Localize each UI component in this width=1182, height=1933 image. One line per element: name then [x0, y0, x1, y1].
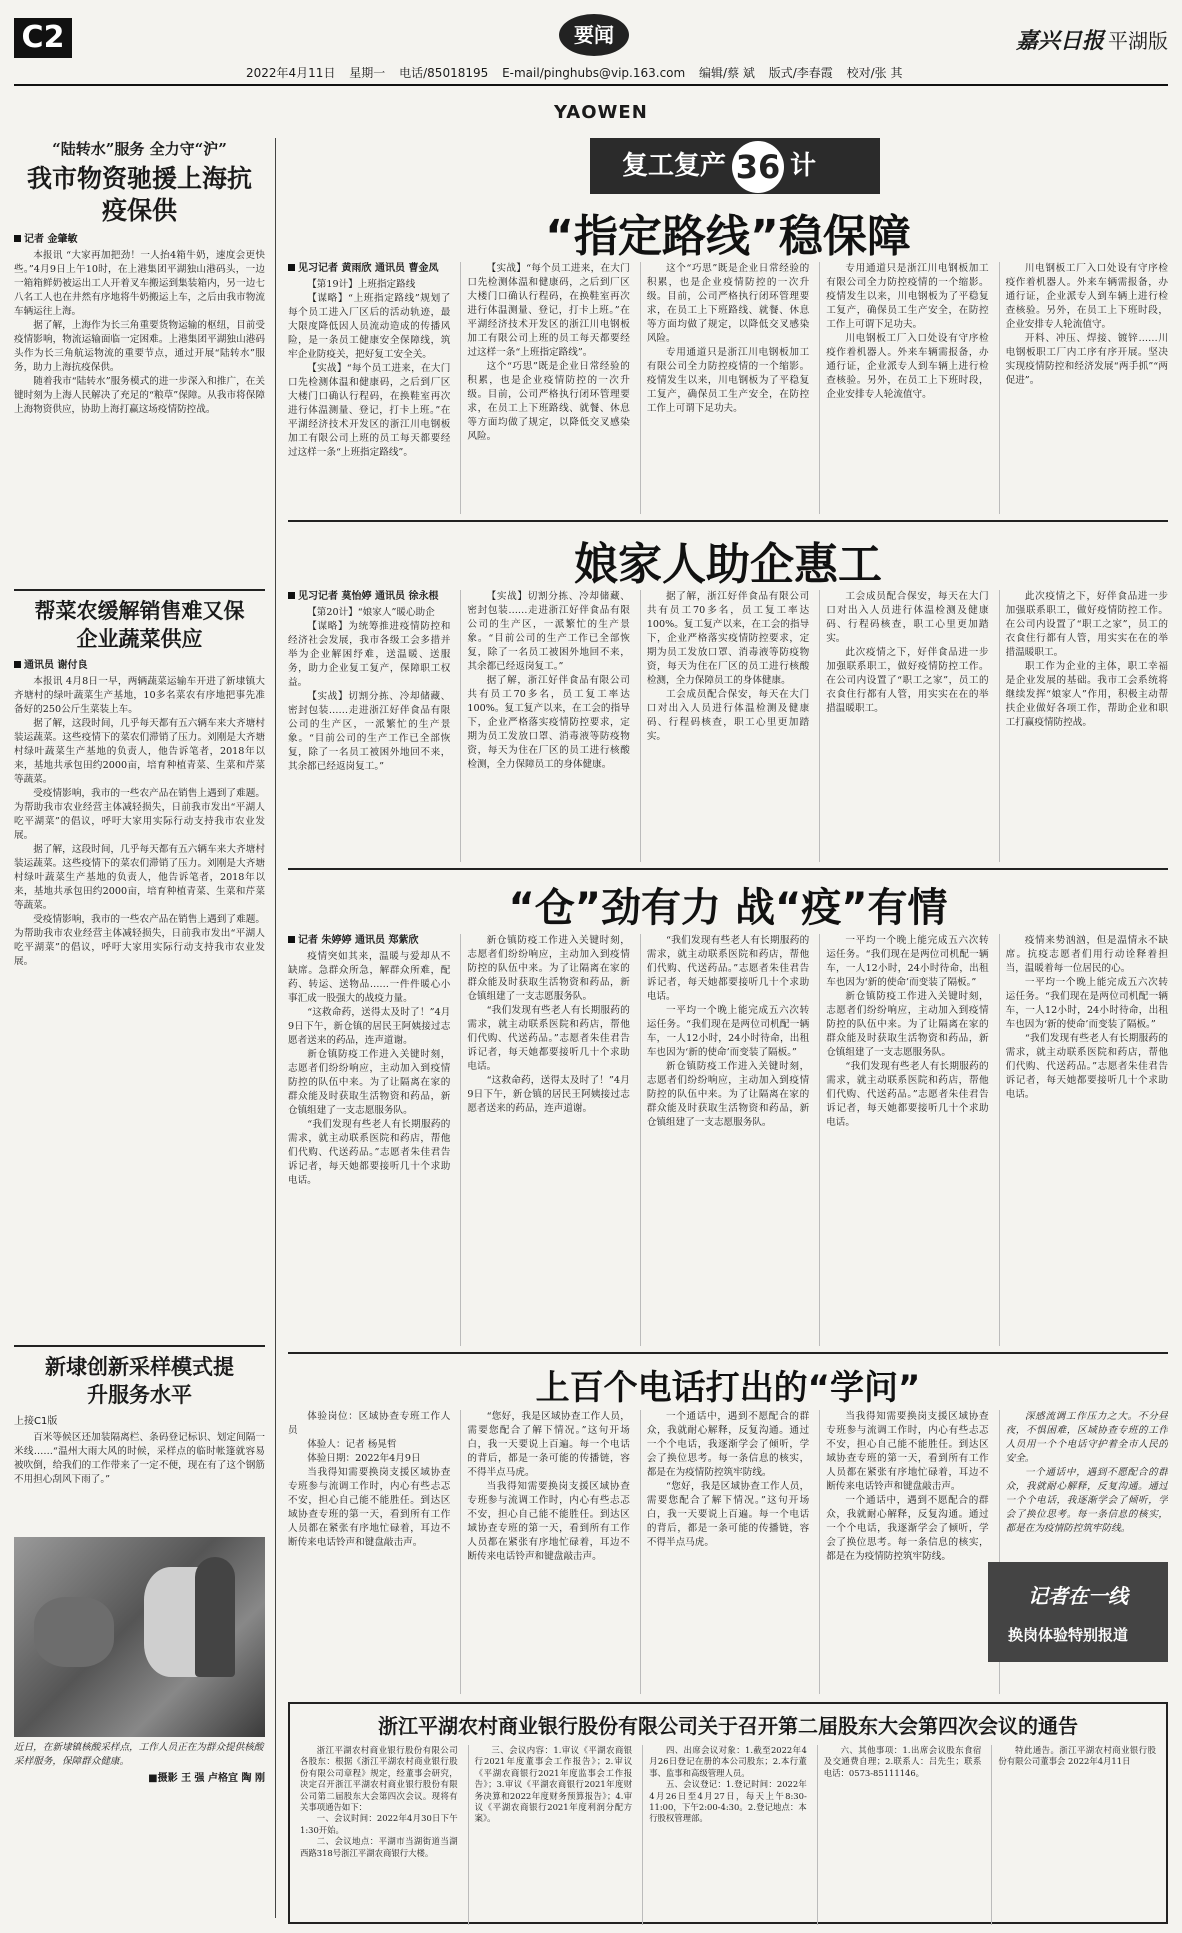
paper-edition: 平湖版 — [1108, 29, 1168, 53]
story-union-support: 见习记者 莫怡婷 通讯员 徐永根 【第20计】“娘家人”暖心助企 【谋略】为统筹推进疫情防控和经济社会发展，我市各级工会多措并举为企业解困纾难，送温暖、送服务，助力企业复工复产，保障职工权益。 【实战】切割分拣、冷却储藏、密封包装……走进浙江好伴食品有限公司的生产区，一派繁忙的生产景象。“目前公司的生产工作已全部恢复，除了一名员工被困外地回不来，其余都已经返岗复工。” 【实战】切割分拣、冷却储藏、密封包装……走进浙江好伴食品有限公司的生产区，一派繁忙的生产景象。“目前公司的生产工作已全部恢复，除了一名员工被困外地回不来，其余都已经返岗复工。” 据了解，浙江好伴食品有限公司共有员工70多名，员工复工率达100%。复工复产以来，在工会的指导下，企业严格落实疫情防控要求，定期为员工发放口罩、消毒液等防疫物资，每天为住在厂区的员工进行核酸检测，全力保障员工的身体健康。 据了解，浙江好伴食品有限公司共有员工70多名，员工复工率达100%。复工复产以来，在工会的指导下，企业严格落实疫情防控要求，定期为员工发放口罩、消毒液等防疫物资，每天为住在厂区的员工进行核酸检测，全力保障员工的身体健康。 工会成员配合保安，每天在大门口对出入人员进行体温检测及健康码、行程码核查，职工心里更加踏实。 工会成员配合保安，每天在大门口对出入人员进行体温检测及健康码、行程码核查，职工心里更加踏实。 此次疫情之下，好伴食品进一步加强联系职工，做好疫情防控工作。在公司内设置了“职工之家”，员工的衣食住行都有人管，用实实在在的举措温暖职工。 此次疫情之下，好伴食品进一步加强联系职工，做好疫情防控工作。在公司内设置了“职工之家”，员工的衣食住行都有人管，用实实在在的举措温暖职工。 职工作为企业的主体，职工幸福是企业发展的基础。我市工会系统将继续发挥“娘家人”作用，积极主动帮扶企业做好各项工作，帮助企业和职工打赢疫情防控战。 — [288, 590, 1168, 862]
date: 2022年4月11日 — [246, 66, 336, 80]
editor: 编辑/蔡 斌 — [699, 66, 755, 80]
article-byline: 通讯员 谢付良 — [14, 659, 265, 673]
phone: 电话/85018195 — [399, 66, 489, 80]
article-title: 我市物资驰援上海抗疫保供 — [26, 164, 252, 225]
story-title: 娘家人助企惠工 — [574, 539, 882, 590]
masthead-rule — [14, 84, 1168, 86]
story-xincang-volunteers: 记者 朱婷婷 通讯员 郑紫欣 疫情突如其来，温暖与爱却从不缺席。急群众所急，解群众所难，配药、转运、送物品……一件件暖心小事汇成一股强大的战疫力量。 “这救命药，送得太及时了！”4月9日下午，新仓镇的居民王阿姨接过志愿者送来的药品，连声道谢。 新仓镇防疫工作进入关键时刻，志愿者们纷纷响应，主动加入到疫情防控的队伍中来。为了让隔离在家的群众能及时获取生活物资和药品，新仓镇组建了一支志愿服务队。 “我们发现有些老人有长期服药的需求，就主动联系医院和药店，帮他们代购、代送药品。”志愿者朱佳君告诉记者，每天她都要接听几十个求助电话。 新仓镇防疫工作进入关键时刻，志愿者们纷纷响应，主动加入到疫情防控的队伍中来。为了让隔离在家的群众能及时获取生活物资和药品，新仓镇组建了一支志愿服务队。 “我们发现有些老人有长期服药的需求，就主动联系医院和药店，帮他们代购、代送药品。”志愿者朱佳君告诉记者，每天她都要接听几十个求助电话。 “这救命药，送得太及时了！”4月9日下午，新仓镇的居民王阿姨接过志愿者送来的药品，连声道谢。 “我们发现有些老人有长期服药的需求，就主动联系医院和药店，帮他们代购、代送药品。”志愿者朱佳君告诉记者，每天她都要接听几十个求助电话。 一平均一个晚上能完成五六次转运任务。“我们现在是两位司机配一辆车，一人12小时，24小时待命，出租车也因为‘新的使命’而变装了隔板。” 新仓镇防疫工作进入关键时刻，志愿者们纷纷响应，主动加入到疫情防控的队伍中来。为了让隔离在家的群众能及时获取生活物资和药品，新仓镇组建了一支志愿服务队。 一平均一个晚上能完成五六次转运任务。“我们现在是两位司机配一辆车，一人12小时，24小时待命，出租车也因为‘新的使命’而变装了隔板。” 新仓镇防疫工作进入关键时刻，志愿者们纷纷响应，主动加入到疫情防控的队伍中来。为了让隔离在家的群众能及时获取生活物资和药品，新仓镇组建了一支志愿服务队。 “我们发现有些老人有长期服药的需求，就主动联系医院和药店，帮他们代购、代送药品。”志愿者朱佳君告诉记者，每天她都要接听几十个求助电话。 疫情来势汹汹，但是温情永不缺席。抗疫志愿者们用行动诠释着担当，温暖着每一位居民的心。 一平均一个晚上能完成五六次转运任务。“我们现在是两位司机配一辆车，一人12小时，24小时待命，出租车也因为‘新的使命’而变装了隔板。” “我们发现有些老人有长期服药的需求，就主动联系医院和药店，帮他们代购、代送药品。”志愿者朱佳君告诉记者，每天她都要接听几十个求助电话。 — [288, 934, 1168, 1346]
article-title: 新埭创新采样模式提升服务水平 — [45, 1354, 234, 1407]
story-byline: 记者 朱婷婷 通讯员 郑紫欣 — [288, 934, 450, 948]
article-continuation: 上接C1版 — [14, 1416, 58, 1427]
article-xindai-sampling — [14, 1353, 265, 1784]
photo-caption: 近日，在新埭镇核酸采样点，工作人员正在为群众提供核酸采样服务，保障群众健康。 — [14, 1742, 264, 1767]
series-number: 36 — [732, 141, 784, 193]
divider — [14, 1345, 265, 1347]
promo-title: 记者在一线 — [1028, 1584, 1128, 1608]
paper-name — [1016, 24, 1168, 55]
divider — [14, 589, 265, 591]
story-designated-route: 见习记者 黄雨欣 通讯员 曹金凤 【第19计】上班指定路线 【谋略】“上班指定路线”规划了每个员工进入厂区后的活动轨迹，最大限度降低因人员流动造成的传播风险，是一条员工健康安全保障线，筑牢企业防疫关，把好复工安全关。 【实战】“每个员工进来，在大门口先检测体温和健康码，之后到厂区大楼门口确认行程码，在换鞋室再次进行体温测量、登记，打卡上班。”在平湖经济技术开发区的浙江川电钢板加工有限公司上班的员工每天都要经过这样一条“上班指定路线”。 【实战】“每个员工进来，在大门口先检测体温和健康码，之后到厂区大楼门口确认行程码，在换鞋室再次进行体温测量、登记，打卡上班。”在平湖经济技术开发区的浙江川电钢板加工有限公司上班的员工每天都要经过这样一条“上班指定路线”。 这个“巧思”既是企业日常经验的积累，也是企业疫情防控的一次升级。目前，公司严格执行闭环管理要求，在员工上下班路线、就餐、休息等方面均做了规定，以降低交叉感染风险。 这个“巧思”既是企业日常经验的积累，也是企业疫情防控的一次升级。目前，公司严格执行闭环管理要求，在员工上下班路线、就餐、休息等方面均做了规定，以降低交叉感染风险。 专用通道只是浙江川电钢板加工有限公司全力防控疫情的一个缩影。疫情发生以来，川电钢板为了平稳复工复产，确保员工生产安全，在防控工作上可谓下足功夫。 专用通道只是浙江川电钢板加工有限公司全力防控疫情的一个缩影。疫情发生以来，川电钢板为了平稳复工复产，确保员工生产安全，在防控工作上可谓下足功夫。 川电钢板工厂入口处设有守序检疫作着机器人。外来车辆需报备，办通行证，企业派专人到车辆上进行检查核验。另外，在员工上下班时段，企业安排专人轮流值守。 川电钢板工厂入口处设有守序检疫作着机器人。外来车辆需报备，办通行证，企业派专人到车辆上进行检查核验。另外，在员工上下班时段，企业安排专人轮流值守。 开料、冲压、焊接、镀锌……川电钢板职工厂内工序有序开展。坚决实现疫情防控和经济发展“两手抓”“两促进”。 — [288, 262, 1168, 514]
divider — [288, 1352, 1168, 1354]
article-body: 本报讯 “大家再加把劲！一人抬4箱牛奶，速度会更快些。”4月9日上午10时，在上港集团平湖独山港码头，一边一箱箱鲜奶被运出工人开着叉车搬运到集装箱内，另一边七八名工人也在井然有序地将牛奶搬运上车，之后由我市物流车辆运往上海。 据了解，上海作为长三角重要货物运输的枢纽，目前受疫情影响，物流运输面临一定困难。上港集团平湖独山港码头作为长三角航运物流的重要节点，通过开展“陆转水”服务，助力上海抗疫保供。 随着我市“陆转水”服务模式的进一步深入和推广，在关键时刻为上海人民解决了充足的“粮草”保障。从我市将保障上海物资供应，协助上海打赢这场疫情防控战。 — [14, 250, 265, 415]
article-shanghai-supply — [14, 138, 265, 579]
article-body: 本报讯 4月8日一早，两辆蔬菜运输车开进了新埭镇大齐塘村的绿叶蔬菜生产基地，10多名菜农有序地把事先准备好的250公斤生菜装上车。 据了解，这段时间，几乎每天都有五六辆车来大齐塘村装运蔬菜。这些疫情下的菜农们滞销了压力。刘刚是大齐塘村绿叶蔬菜生产基地的负责人，他告诉笔者，2018年以来，基地共承包田约2000亩，培育种植青菜、生菜和芹菜等蔬菜。 受疫情影响，我市的一些农产品在销售上遇到了难题。为帮助我市农业经营主体减轻损失，日前我市发出“平湖人吃平湖菜”的倡议，呼吁大家用实际行动支持我市农业发展。 据了解，这段时间，几乎每天都有五六辆车来大齐塘村装运蔬菜。这些疫情下的菜农们滞销了压力。刘刚是大齐塘村绿叶蔬菜生产基地的负责人，他告诉笔者，2018年以来，基地共承包田约2000亩，培育种植青菜、生菜和芹菜等蔬菜。 受疫情影响，我市的一些农产品在销售上遇到了难题。为帮助我市农业经营主体减轻损失，日前我市发出“平湖人吃平湖菜”的倡议，呼吁大家用实际行动支持我市农业发展。 — [14, 676, 265, 967]
paper-title: 嘉兴日报 — [1015, 28, 1104, 54]
left-column — [14, 138, 276, 1918]
story-title: 上百个电话打出的“学问” — [535, 1368, 921, 1408]
divider — [288, 868, 1168, 870]
layout-editor: 版式/李春霞 — [768, 66, 833, 80]
notice-title: 浙江平湖农村商业银行股份有限公司关于召开第二届股东大会第四次会议的通告 — [378, 1714, 1078, 1738]
story-tracing-calls: 体验岗位：区域协查专班工作人员 体验人：记者 杨晃哲 体验日期：2022年4月9日 当我得知需要换岗支援区域协查专班参与流调工作时，内心有些忐忑不安，担心自己能不能胜任。到达区域协查专班的第一天，看到所有工作人员都在紧张有序地忙碌着，耳边不断传来电话铃声和键盘敲击声。 “您好，我是区域协查工作人员，需要您配合了解下情况。”这句开场白，我一天要说上百遍。每一个电话的背后，都是一条可能的传播链，容不得半点马虎。 当我得知需要换岗支援区域协查专班参与流调工作时，内心有些忐忑不安，担心自己能不能胜任。到达区域协查专班的第一天，看到所有工作人员都在紧张有序地忙碌着，耳边不断传来电话铃声和键盘敲击声。 一个通话中，遇到不愿配合的群众，我就耐心解释，反复沟通。通过一个个电话，我逐渐学会了倾听，学会了换位思考。每一条信息的核实，都是在为疫情防控筑牢防线。 “您好，我是区域协查工作人员，需要您配合了解下情况。”这句开场白，我一天要说上百遍。每一个电话的背后，都是一条可能的传播链，容不得半点马虎。 当我得知需要换岗支援区域协查专班参与流调工作时，内心有些忐忑不安，担心自己能不能胜任。到达区域协查专班的第一天，看到所有工作人员都在紧张有序地忙碌着，耳边不断传来电话铃声和键盘敲击声。 一个通话中，遇到不愿配合的群众，我就耐心解释，反复沟通。通过一个个电话，我逐渐学会了倾听，学会了换位思考。每一条信息的核实，都是在为疫情防控筑牢防线。 深感流调工作压力之大。不分昼夜，不惧困难，区域协查专班的工作人员用一个个电话守护着全市人民的安全。 一个通话中，遇到不愿配合的群众，我就耐心解释，反复沟通。通过一个个电话，我逐渐学会了倾听，学会了换位思考。每一条信息的核实，都是在为疫情防控筑牢防线。 — [288, 1410, 1168, 1694]
story-byline: 见习记者 莫怡婷 通讯员 徐永根 — [288, 590, 450, 604]
article-byline: 记者 金肇敏 — [14, 233, 265, 247]
dateline — [246, 64, 946, 81]
story-title: “仓”劲有力 战“疫”有情 — [508, 885, 948, 931]
article-title: 帮菜农缓解销售难又保企业蔬菜供应 — [34, 598, 245, 651]
reporter-frontline-promo — [988, 1562, 1168, 1662]
promo-subtitle: 换岗体验特别报道 — [1008, 1626, 1129, 1644]
article-body: 百米等候区还加装隔离栏、条码登记标识、划定间隔一米线……“温州大雨大风的时候，采样点的临时帐篷就容易被吹倒，给我们的工作带来了一定不便，现在有了这个钢筋不用担心刮风下雨了。” — [14, 1432, 265, 1485]
story-byline: 见习记者 黄雨欣 通讯员 曹金凤 — [288, 262, 450, 276]
page-number: C2 — [14, 18, 72, 58]
article-kicker: “陆转水”服务 全力守“沪” — [52, 140, 227, 158]
news-photo — [14, 1537, 265, 1737]
proofreader: 校对/张 其 — [846, 66, 903, 80]
divider — [288, 520, 1168, 522]
story-title: “指定路线”稳保障 — [545, 211, 911, 262]
article-vegetable-sales — [14, 597, 265, 1335]
masthead — [14, 14, 1168, 123]
shareholder-notice: 浙江平湖农村商业银行股份有限公司关于召开第二届股东大会第四次会议的通告 浙江平湖农村商业银行股份有限公司各股东：根据《浙江平湖农村商业银行股份有限公司章程》规定，经董事会研究，决定召开浙江平湖农村商业银行股份有限公司第二届股东大会第四次会议。现将有关事项通告如下： 一、会议时间：2022年4月30日下午1:30开始。 二、会议地点：平湖市当湖街道当湖西路318号浙江平湖农商银行大楼。 三、会议内容：1.审议《平湖农商银行2021年度董事会工作报告》；2.审议《平湖农商银行2021年度监事会工作报告》；3.审议《平湖农商银行2021年度财务决算和2022年度财务预算报告》；4.审议《平湖农商银行2021年度利润分配方案》。 四、出席会议对象：1.截至2022年4月26日登记在册的本公司股东；2.本行董事、监事和高级管理人员。 五、会议登记：1.登记时间：2022年4月26日至4月27日，每天上午8:30-11:00，下午2:00-4:30。2.登记地点：本行股权管理部。 六、其他事项：1.出席会议股东食宿及交通费自理；2.联系人：吕先生；联系电话：0573-85111146。 特此通告。浙江平湖农村商业银行股份有限公司董事会 2022年4月11日 — [288, 1702, 1168, 1924]
photo-credit: ■摄影 王 强 卢格宜 陶 刚 — [148, 1773, 265, 1784]
series-banner: 复工复产 36 计 — [590, 138, 880, 194]
weekday: 星期一 — [349, 66, 386, 80]
email: E-mail/pinghubs@vip.163.com — [502, 66, 686, 80]
section-en: YAOWEN — [554, 102, 648, 123]
section-badge: 要闻 — [559, 14, 629, 56]
